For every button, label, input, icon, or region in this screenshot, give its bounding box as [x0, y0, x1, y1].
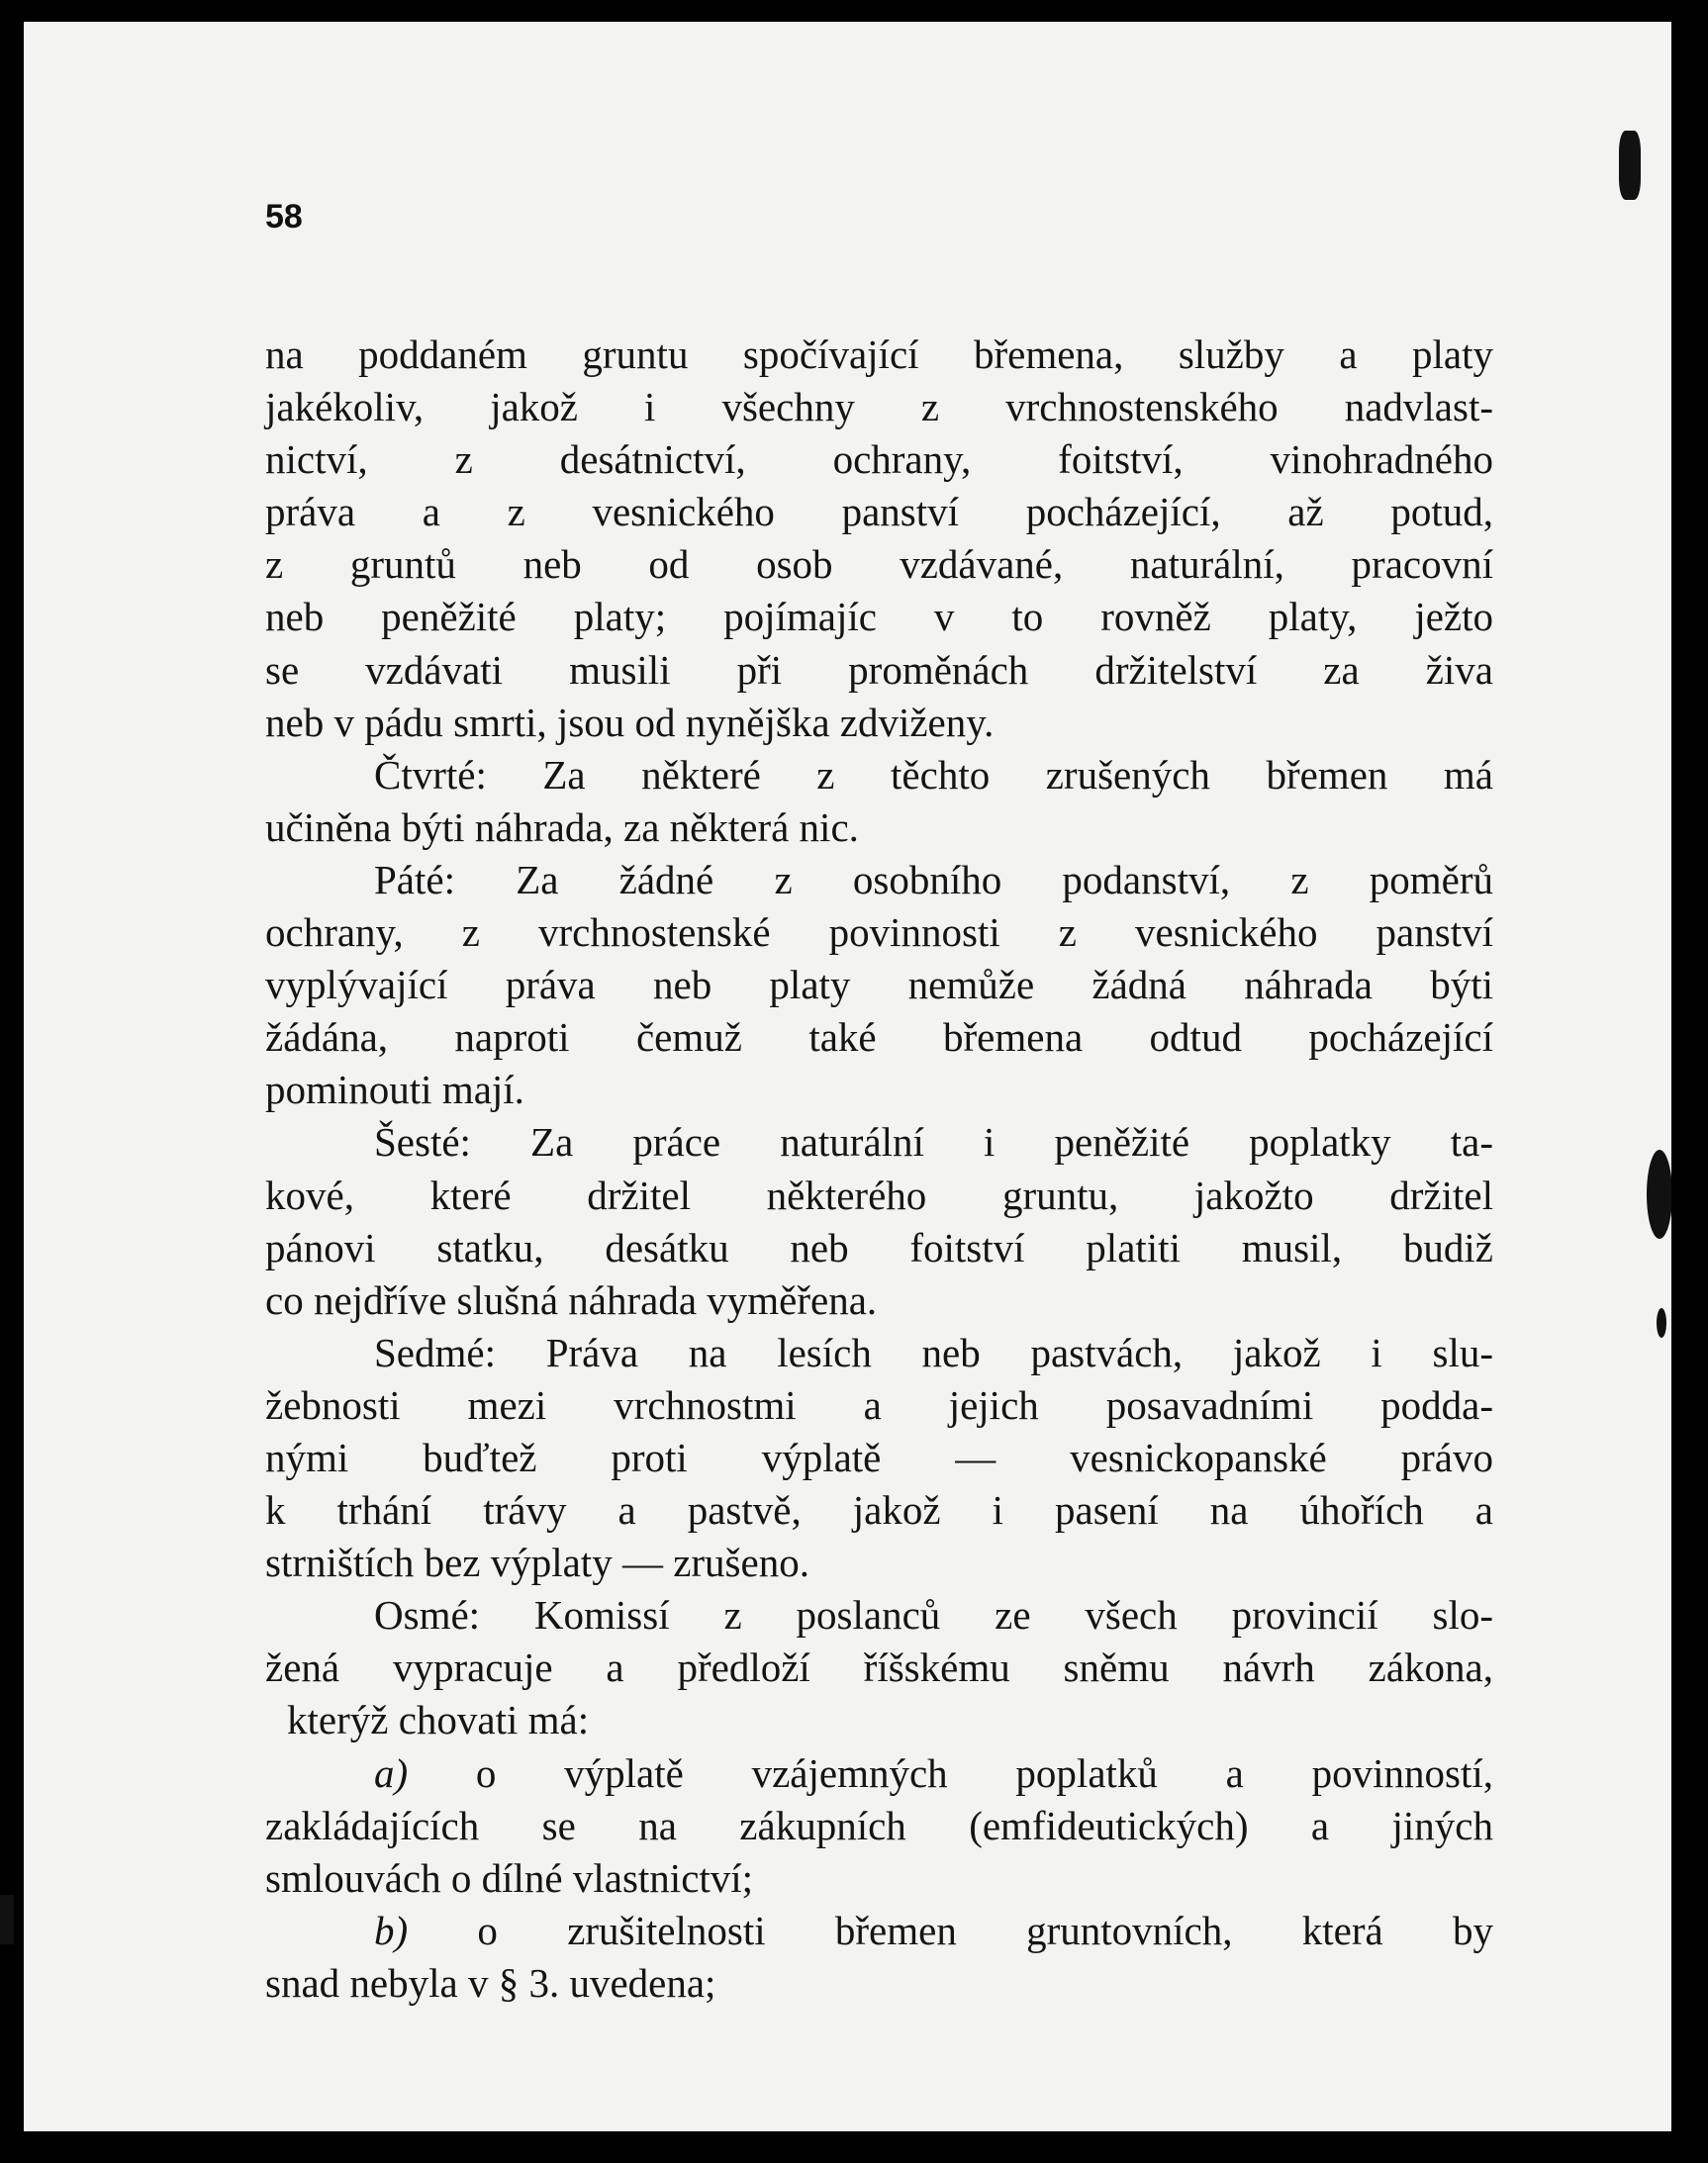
text-line: zakládajících se na zákupních (emfideutických) a jiných [265, 1802, 1493, 1848]
text-line: se vzdávati musili při proměnách držitelství za živa [265, 646, 1493, 693]
text-line: Páté: Za žádné z osobního podanství, z poměrů [374, 856, 1493, 902]
text-line: jakékoliv, jakož i všechny z vrchnostenského nadvlast- [265, 384, 1493, 430]
page-number: 58 [265, 198, 303, 235]
scan-smudge [1657, 1308, 1666, 1338]
text-line: žebnosti mezi vrchnostmi a jejich posavadními podda- [265, 1381, 1493, 1428]
scan-smudge [1647, 1150, 1671, 1239]
text-line: na poddaném gruntu spočívající břemena, služby a platy [265, 331, 1493, 377]
text-line: neb v pádu smrti, jsou od nynějška zdviženy. [265, 699, 995, 745]
text-line: učiněna býti náhrada, za některá nic. [265, 803, 859, 850]
text-line: kterýž chovati má: [287, 1697, 590, 1743]
text-line: neb peněžité platy; pojímajíc v to rovněž platy, ježto [265, 594, 1493, 640]
text-line: co nejdříve slušná náhrada vyměřena. [265, 1276, 878, 1323]
text-line: práva a z vesnického panství pocházející, až potud, [265, 489, 1493, 535]
text-line: z gruntů neb od osob vzdávané, naturální, pracovní [265, 541, 1493, 588]
list-label-a: a) [374, 1749, 409, 1796]
scan-edge-mark [0, 1895, 14, 1944]
list-label-b: b) [374, 1907, 409, 1953]
text-line: strništích bez výplaty — zrušeno. [265, 1540, 809, 1586]
list-item-a [265, 1747, 1493, 1800]
text-line: snad nebyla v § 3. uvedena; [265, 1959, 716, 2006]
text-line: o zrušitelnosti břemen gruntovních, která by [408, 1907, 1493, 1953]
text-line: pánovi statku, desátku neb foitství platiti musil, budiž [265, 1224, 1493, 1270]
text-line: kové, které držitel některého gruntu, jakožto držitel [265, 1172, 1493, 1218]
text-line: nictví, z desátnictví, ochrany, foitství, vinohradného [265, 436, 1493, 483]
text-line: Sedmé: Práva na lesích neb pastvách, jakož i slu- [374, 1329, 1493, 1375]
scan-smudge [1619, 131, 1641, 200]
text-line: ochrany, z vrchnostenské povinnosti z vesnického panství [265, 909, 1493, 956]
text-line: Čtvrté: Za některé z těchto zrušených břemen má [374, 751, 1493, 798]
text-line: žádána, naproti čemuž také břemena odtud pocházející [265, 1014, 1493, 1061]
text-line: o výplatě vzájemných poplatků a povinností, [408, 1749, 1493, 1796]
text-line: k trhání trávy a pastvě, jakož i pasení na úhořích a [265, 1487, 1493, 1534]
text-line: pominouti mají. [265, 1067, 524, 1113]
text-line: vyplývající práva neb platy nemůže žádná náhrada býti [265, 962, 1493, 1008]
text-line: smlouvách o dílné vlastnictví; [265, 1854, 754, 1901]
page-text [265, 329, 1493, 2010]
text-line: Osmé: Komissí z poslanců ze všech provincií slo- [374, 1592, 1493, 1639]
text-line: nými buďtež proti výplatě — vesnickopanské právo [265, 1434, 1493, 1480]
text-line: žená vypracuje a předloží říšskému sněmu návrh zákona, [265, 1645, 1493, 1691]
book-page [24, 22, 1671, 2131]
text-line: Šesté: Za práce naturální i peněžité poplatky ta- [374, 1119, 1493, 1166]
list-item-b [265, 1905, 1493, 1957]
